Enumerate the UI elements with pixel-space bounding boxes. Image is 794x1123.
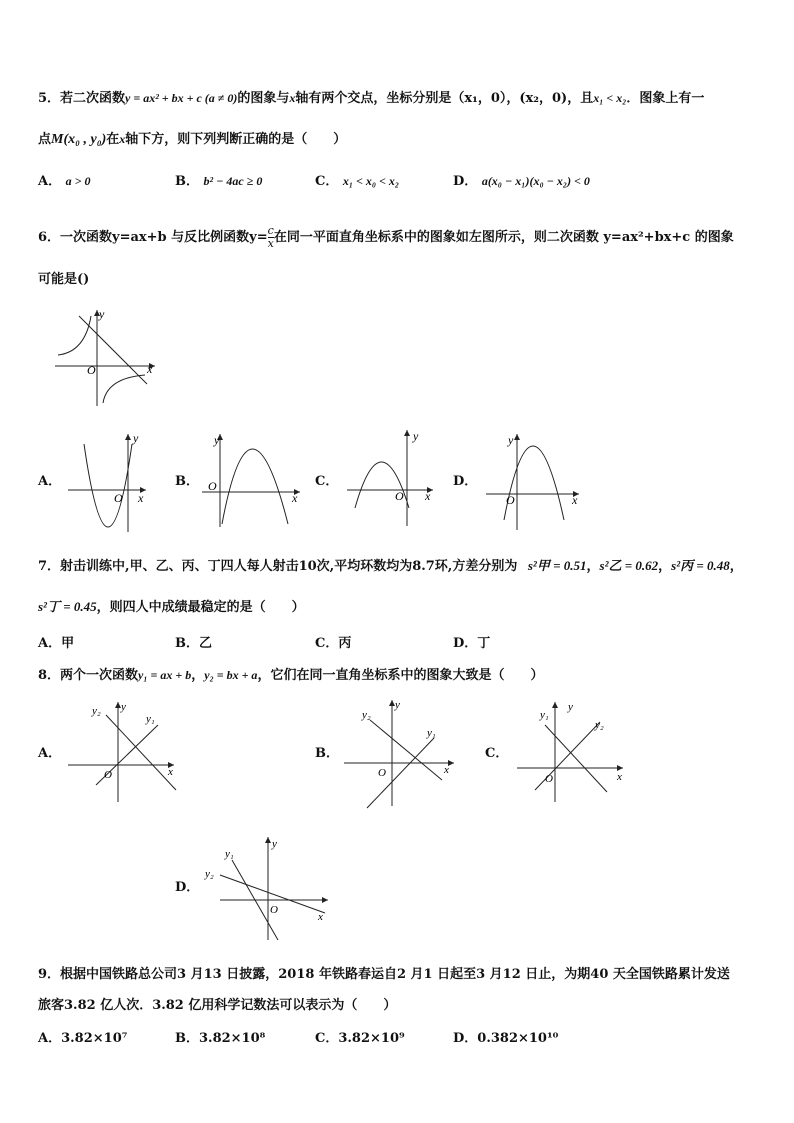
q5-option-d[interactable]: D． a(x₀ − x₁)(x₀ − x₂) < 0 [453, 174, 590, 189]
svg-text:y₂: y₂ [595, 719, 604, 731]
q8-graph-b[interactable] [342, 698, 462, 813]
q6-option-c[interactable]: C． [315, 474, 339, 489]
q9-option-c[interactable]: C．3.82×10⁹ [315, 1031, 405, 1046]
q6-line1: 6．一次函数y=ax+b 与反比例函数y= $\frac{c}{x}$ 在同一平面直角坐标系中的图象如左图所示，则二次函数 y=ax²+bx+c 的图象 [38, 224, 734, 250]
q6-option-b[interactable]: B． [175, 474, 199, 489]
svg-text:O: O [87, 363, 96, 377]
q7-line2: s²丁 = 0.45，则四人中成绩最稳定的是（ ） [38, 599, 305, 615]
q8-option-c[interactable]: C． [485, 746, 509, 761]
svg-text:x: x [444, 764, 449, 776]
q9-option-d[interactable]: D．0.382×10¹⁰ [453, 1031, 559, 1046]
q7-option-a[interactable]: A．甲 [38, 636, 75, 651]
q9-option-b[interactable]: B．3.82×10⁸ [175, 1031, 266, 1046]
svg-text:y: y [272, 838, 277, 850]
q7-option-c[interactable]: C．丙 [315, 636, 352, 651]
q6-option-d[interactable]: D． [453, 474, 478, 489]
q8-option-b[interactable]: B． [315, 746, 339, 761]
svg-text:x: x [572, 493, 578, 507]
svg-text:x: x [617, 771, 622, 783]
svg-text:y: y [121, 701, 126, 713]
svg-text:x: x [425, 489, 431, 503]
q5-line1: 5．若二次函数y = ax² + bx + c (a ≠ 0)的图象与x轴有两个交点，坐标分别是（x₁，0），(x₂，0)，且x₁ < x₂．图象上有一 [38, 91, 705, 106]
svg-text:y₁: y₁ [146, 713, 155, 725]
q5-option-b[interactable]: B． b² − 4ac ≥ 0 [175, 174, 263, 189]
svg-text:y₂: y₂ [362, 709, 371, 721]
q8-graph-a[interactable] [66, 700, 181, 805]
q8-graph-c[interactable] [515, 700, 630, 805]
q9-line1: 9．根据中国铁路总公司3 月13 日披露，2018 年铁路春运自2 月1 日起至3 月12 日止，为期40 天全国铁路累计发送 [38, 967, 730, 982]
svg-text:y: y [568, 701, 573, 713]
q5-option-c[interactable]: C． x₁ < x₀ < x₂ [315, 174, 400, 189]
svg-text:y: y [133, 432, 139, 445]
svg-text:y: y [395, 699, 400, 711]
svg-text:y₂: y₂ [205, 868, 214, 880]
svg-text:O: O [114, 491, 123, 505]
svg-text:y: y [413, 429, 419, 443]
svg-text:O: O [270, 904, 278, 916]
svg-text:O: O [208, 479, 217, 493]
q5-function: y = ax² + bx + c (a ≠ 0) [125, 91, 238, 105]
svg-text:O: O [104, 769, 112, 781]
q6-option-a[interactable]: A． [38, 474, 62, 489]
q9-option-a[interactable]: A．3.82×10⁷ [38, 1031, 128, 1046]
q6-fraction: $\frac{c}{x}$ [267, 224, 274, 250]
q7-option-d[interactable]: D．丁 [453, 636, 491, 651]
svg-text:y: y [99, 308, 105, 321]
q6-graph-b[interactable] [200, 432, 305, 532]
svg-text:y: y [214, 433, 220, 447]
svg-text:x: x [292, 491, 298, 505]
q6-graph-d[interactable] [484, 432, 584, 532]
q5-line2: 点M(x₀ , y₀)在x轴下方，则下列判断正确的是（ ） [38, 132, 347, 147]
q6-graph-c[interactable] [345, 428, 440, 528]
q8-graph-d[interactable] [200, 835, 335, 945]
q8-option-a[interactable]: A． [38, 746, 62, 761]
svg-text:x: x [168, 766, 173, 778]
q6-line2: 可能是() [38, 272, 90, 287]
q5-option-a[interactable]: A． a > 0 [38, 174, 91, 189]
svg-text:x: x [138, 491, 144, 505]
svg-text:O: O [545, 773, 553, 785]
svg-text:x: x [147, 362, 153, 376]
q6-graph-a[interactable] [66, 432, 156, 537]
q8-line1: 8．两个一次函数y₁ = ax + b，y₂ = bx + a，它们在同一直角坐标系中的图象大致是（ ） [38, 668, 544, 683]
svg-text:x: x [318, 911, 323, 923]
svg-text:y₁: y₁ [427, 727, 436, 739]
q6-reference-graph [55, 308, 165, 408]
q7-line1: 7．射击训练中,甲、乙、丙、丁四人每人射击10次,平均环数均为8.7环,方差分别为 s²甲 = 0.51，s²乙 = 0.62，s²丙 = 0.48， [38, 558, 743, 574]
q9-line2: 旅客3.82 亿人次．3.82 亿用科学记数法可以表示为（ ） [38, 998, 397, 1013]
svg-text:O: O [506, 493, 515, 507]
svg-text:O: O [378, 767, 386, 779]
q7-option-b[interactable]: B．乙 [175, 636, 213, 651]
svg-text:O: O [395, 489, 404, 503]
svg-text:y₁: y₁ [540, 709, 549, 721]
q8-option-d[interactable]: D． [175, 880, 200, 895]
svg-text:y: y [508, 433, 514, 447]
svg-text:y₂: y₂ [92, 705, 101, 717]
svg-text:y₁: y₁ [225, 848, 234, 860]
